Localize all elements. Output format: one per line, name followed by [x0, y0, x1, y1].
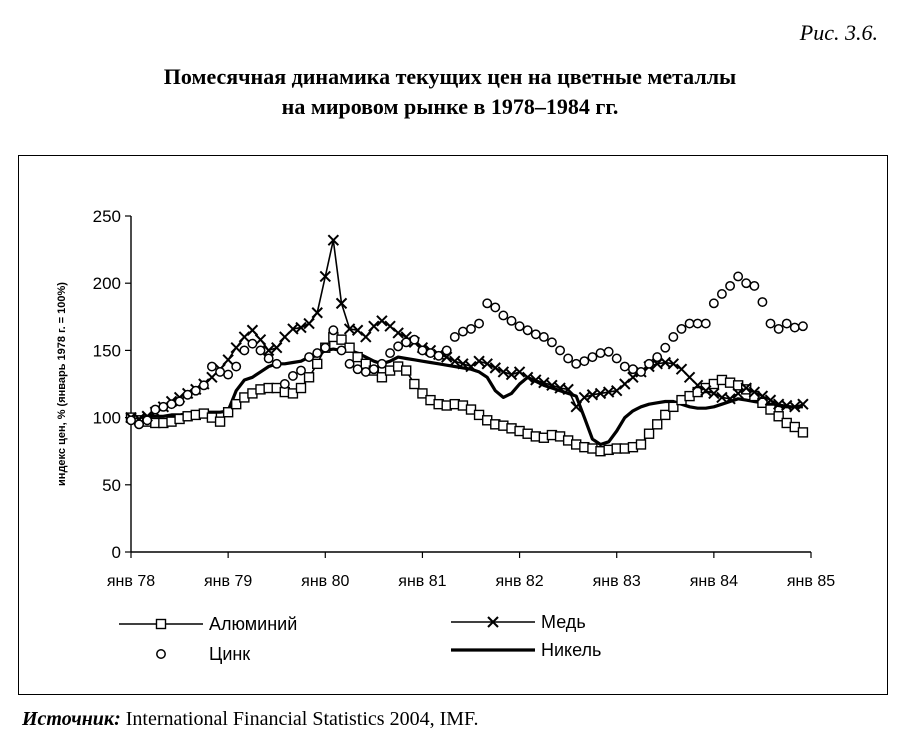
data-point-aluminum [313, 359, 322, 368]
data-point-aluminum [297, 384, 306, 393]
data-point-zinc [281, 380, 289, 388]
data-point-zinc [224, 370, 232, 378]
data-point-zinc [702, 319, 710, 327]
series-aluminum [127, 332, 808, 455]
data-point-zinc [564, 354, 572, 362]
y-tick-label: 200 [92, 274, 121, 294]
chart-title-line2: на мировом рынке в 1978–1984 гг. [281, 94, 619, 119]
legend-item-zinc [157, 644, 251, 664]
data-point-zinc [604, 348, 612, 356]
data-point-zinc [313, 349, 321, 357]
data-point-zinc [532, 330, 540, 338]
data-point-zinc [159, 403, 167, 411]
data-point-zinc [750, 282, 758, 290]
data-point-zinc [791, 323, 799, 331]
data-point-zinc [515, 322, 523, 330]
x-tick-label: янв 79 [204, 573, 253, 590]
data-point-zinc [629, 365, 637, 373]
data-point-zinc [183, 391, 191, 399]
y-tick-label: 150 [92, 341, 121, 361]
x-tick-label: янв 81 [398, 573, 447, 590]
data-point-zinc [556, 346, 564, 354]
data-point-zinc [540, 333, 548, 341]
chart-frame [18, 155, 888, 695]
data-point-zinc [523, 326, 531, 334]
data-point-zinc [273, 360, 281, 368]
data-point-zinc [216, 368, 224, 376]
data-point-zinc [774, 325, 782, 333]
data-point-zinc [127, 416, 135, 424]
data-point-zinc [378, 360, 386, 368]
data-point-zinc [783, 319, 791, 327]
data-point-zinc [637, 368, 645, 376]
data-point-zinc [151, 405, 159, 413]
data-point-zinc [289, 372, 297, 380]
y-tick-label: 250 [92, 207, 121, 226]
data-point-zinc [410, 335, 418, 343]
legend-item-nickel [451, 640, 601, 660]
data-point-zinc [572, 360, 580, 368]
data-point-zinc [475, 319, 483, 327]
data-point-copper [507, 370, 517, 380]
data-point-zinc [175, 397, 183, 405]
data-point-zinc [362, 368, 370, 376]
source-text: International Financial Statistics 2004, IMF. [125, 708, 479, 730]
data-point-aluminum [402, 366, 411, 375]
data-point-aluminum [798, 428, 807, 437]
data-point-zinc [305, 353, 313, 361]
legend-item-aluminum [119, 614, 297, 634]
data-point-zinc [426, 349, 434, 357]
data-point-zinc [653, 353, 661, 361]
data-point-zinc [499, 311, 507, 319]
data-point-zinc [232, 362, 240, 370]
data-point-aluminum [653, 420, 662, 429]
data-point-zinc [394, 342, 402, 350]
data-point-zinc [297, 366, 305, 374]
figure-label: Рис. 3.6. [799, 20, 878, 45]
x-tick-label: янв 84 [689, 573, 738, 590]
data-point-zinc [677, 325, 685, 333]
legend-item-copper [451, 612, 586, 632]
legend-label: Цинк [209, 644, 251, 664]
data-point-zinc [208, 362, 216, 370]
data-point-zinc [353, 365, 361, 373]
data-point-zinc [799, 322, 807, 330]
data-point-zinc [451, 333, 459, 341]
data-point-zinc [337, 346, 345, 354]
data-point-zinc [685, 319, 693, 327]
y-tick-label: 100 [92, 408, 121, 428]
source-note [22, 708, 479, 731]
data-point-copper [223, 355, 233, 365]
data-point-zinc [621, 362, 629, 370]
x-tick-label: янв 83 [592, 573, 641, 590]
data-point-zinc [726, 282, 734, 290]
data-point-aluminum [216, 417, 225, 426]
data-point-zinc [467, 325, 475, 333]
data-point-zinc [192, 387, 200, 395]
source-label: Источник: [22, 708, 121, 730]
legend-label: Медь [541, 612, 586, 632]
x-tick-label: янв 78 [106, 573, 156, 590]
data-point-zinc [321, 344, 329, 352]
legend-marker [157, 650, 165, 658]
data-point-zinc [588, 353, 596, 361]
data-point-aluminum [637, 440, 646, 449]
x-tick-label: янв 85 [786, 573, 836, 590]
y-tick-label: 50 [102, 475, 121, 495]
chart-legend [119, 612, 601, 664]
data-point-zinc [596, 349, 604, 357]
data-point-zinc [507, 317, 515, 325]
data-point-zinc [742, 279, 750, 287]
y-tick-label: 0 [111, 543, 121, 562]
data-point-zinc [758, 298, 766, 306]
data-point-aluminum [645, 429, 654, 438]
data-point-zinc [418, 346, 426, 354]
x-tick-label: янв 82 [495, 573, 544, 590]
data-point-zinc [661, 344, 669, 352]
data-point-copper [361, 332, 371, 342]
data-point-zinc [370, 365, 378, 373]
data-point-zinc [548, 338, 556, 346]
data-point-zinc [386, 349, 394, 357]
data-point-zinc [459, 327, 467, 335]
data-point-zinc [200, 381, 208, 389]
legend-marker [157, 620, 166, 629]
chart-series-layer [126, 235, 808, 456]
data-point-zinc [483, 299, 491, 307]
data-point-aluminum [305, 373, 314, 382]
data-point-zinc [766, 319, 774, 327]
data-point-zinc [345, 360, 353, 368]
x-tick-label: янв 80 [301, 573, 350, 590]
data-point-aluminum [410, 380, 419, 389]
data-point-zinc [143, 416, 151, 424]
data-point-zinc [135, 420, 143, 428]
data-point-zinc [248, 339, 256, 347]
data-point-zinc [693, 319, 701, 327]
y-axis-title: индекс цен, % (январь 1978 г. = 100%) [56, 282, 68, 486]
data-point-zinc [491, 303, 499, 311]
data-point-zinc [256, 346, 264, 354]
data-point-copper [247, 325, 257, 335]
data-point-zinc [580, 357, 588, 365]
data-point-zinc [167, 400, 175, 408]
data-point-zinc [718, 290, 726, 298]
data-point-zinc [434, 352, 442, 360]
chart-title-line1: Помесячная динамика текущих цен на цветные металлы [163, 64, 737, 89]
data-point-zinc [329, 326, 337, 334]
data-point-zinc [734, 272, 742, 280]
data-point-zinc [710, 299, 718, 307]
data-point-zinc [264, 354, 272, 362]
line-chart [19, 156, 887, 694]
data-point-zinc [402, 338, 410, 346]
legend-label: Алюминий [209, 614, 298, 634]
data-point-zinc [240, 346, 248, 354]
data-point-copper [798, 399, 808, 409]
legend-label: Никель [541, 640, 602, 660]
data-point-zinc [669, 333, 677, 341]
data-point-copper [620, 379, 630, 389]
data-point-zinc [613, 354, 621, 362]
data-point-zinc [443, 346, 451, 354]
data-point-copper [579, 392, 589, 402]
data-point-copper [272, 343, 282, 353]
chart-title [0, 62, 900, 122]
data-point-zinc [645, 360, 653, 368]
